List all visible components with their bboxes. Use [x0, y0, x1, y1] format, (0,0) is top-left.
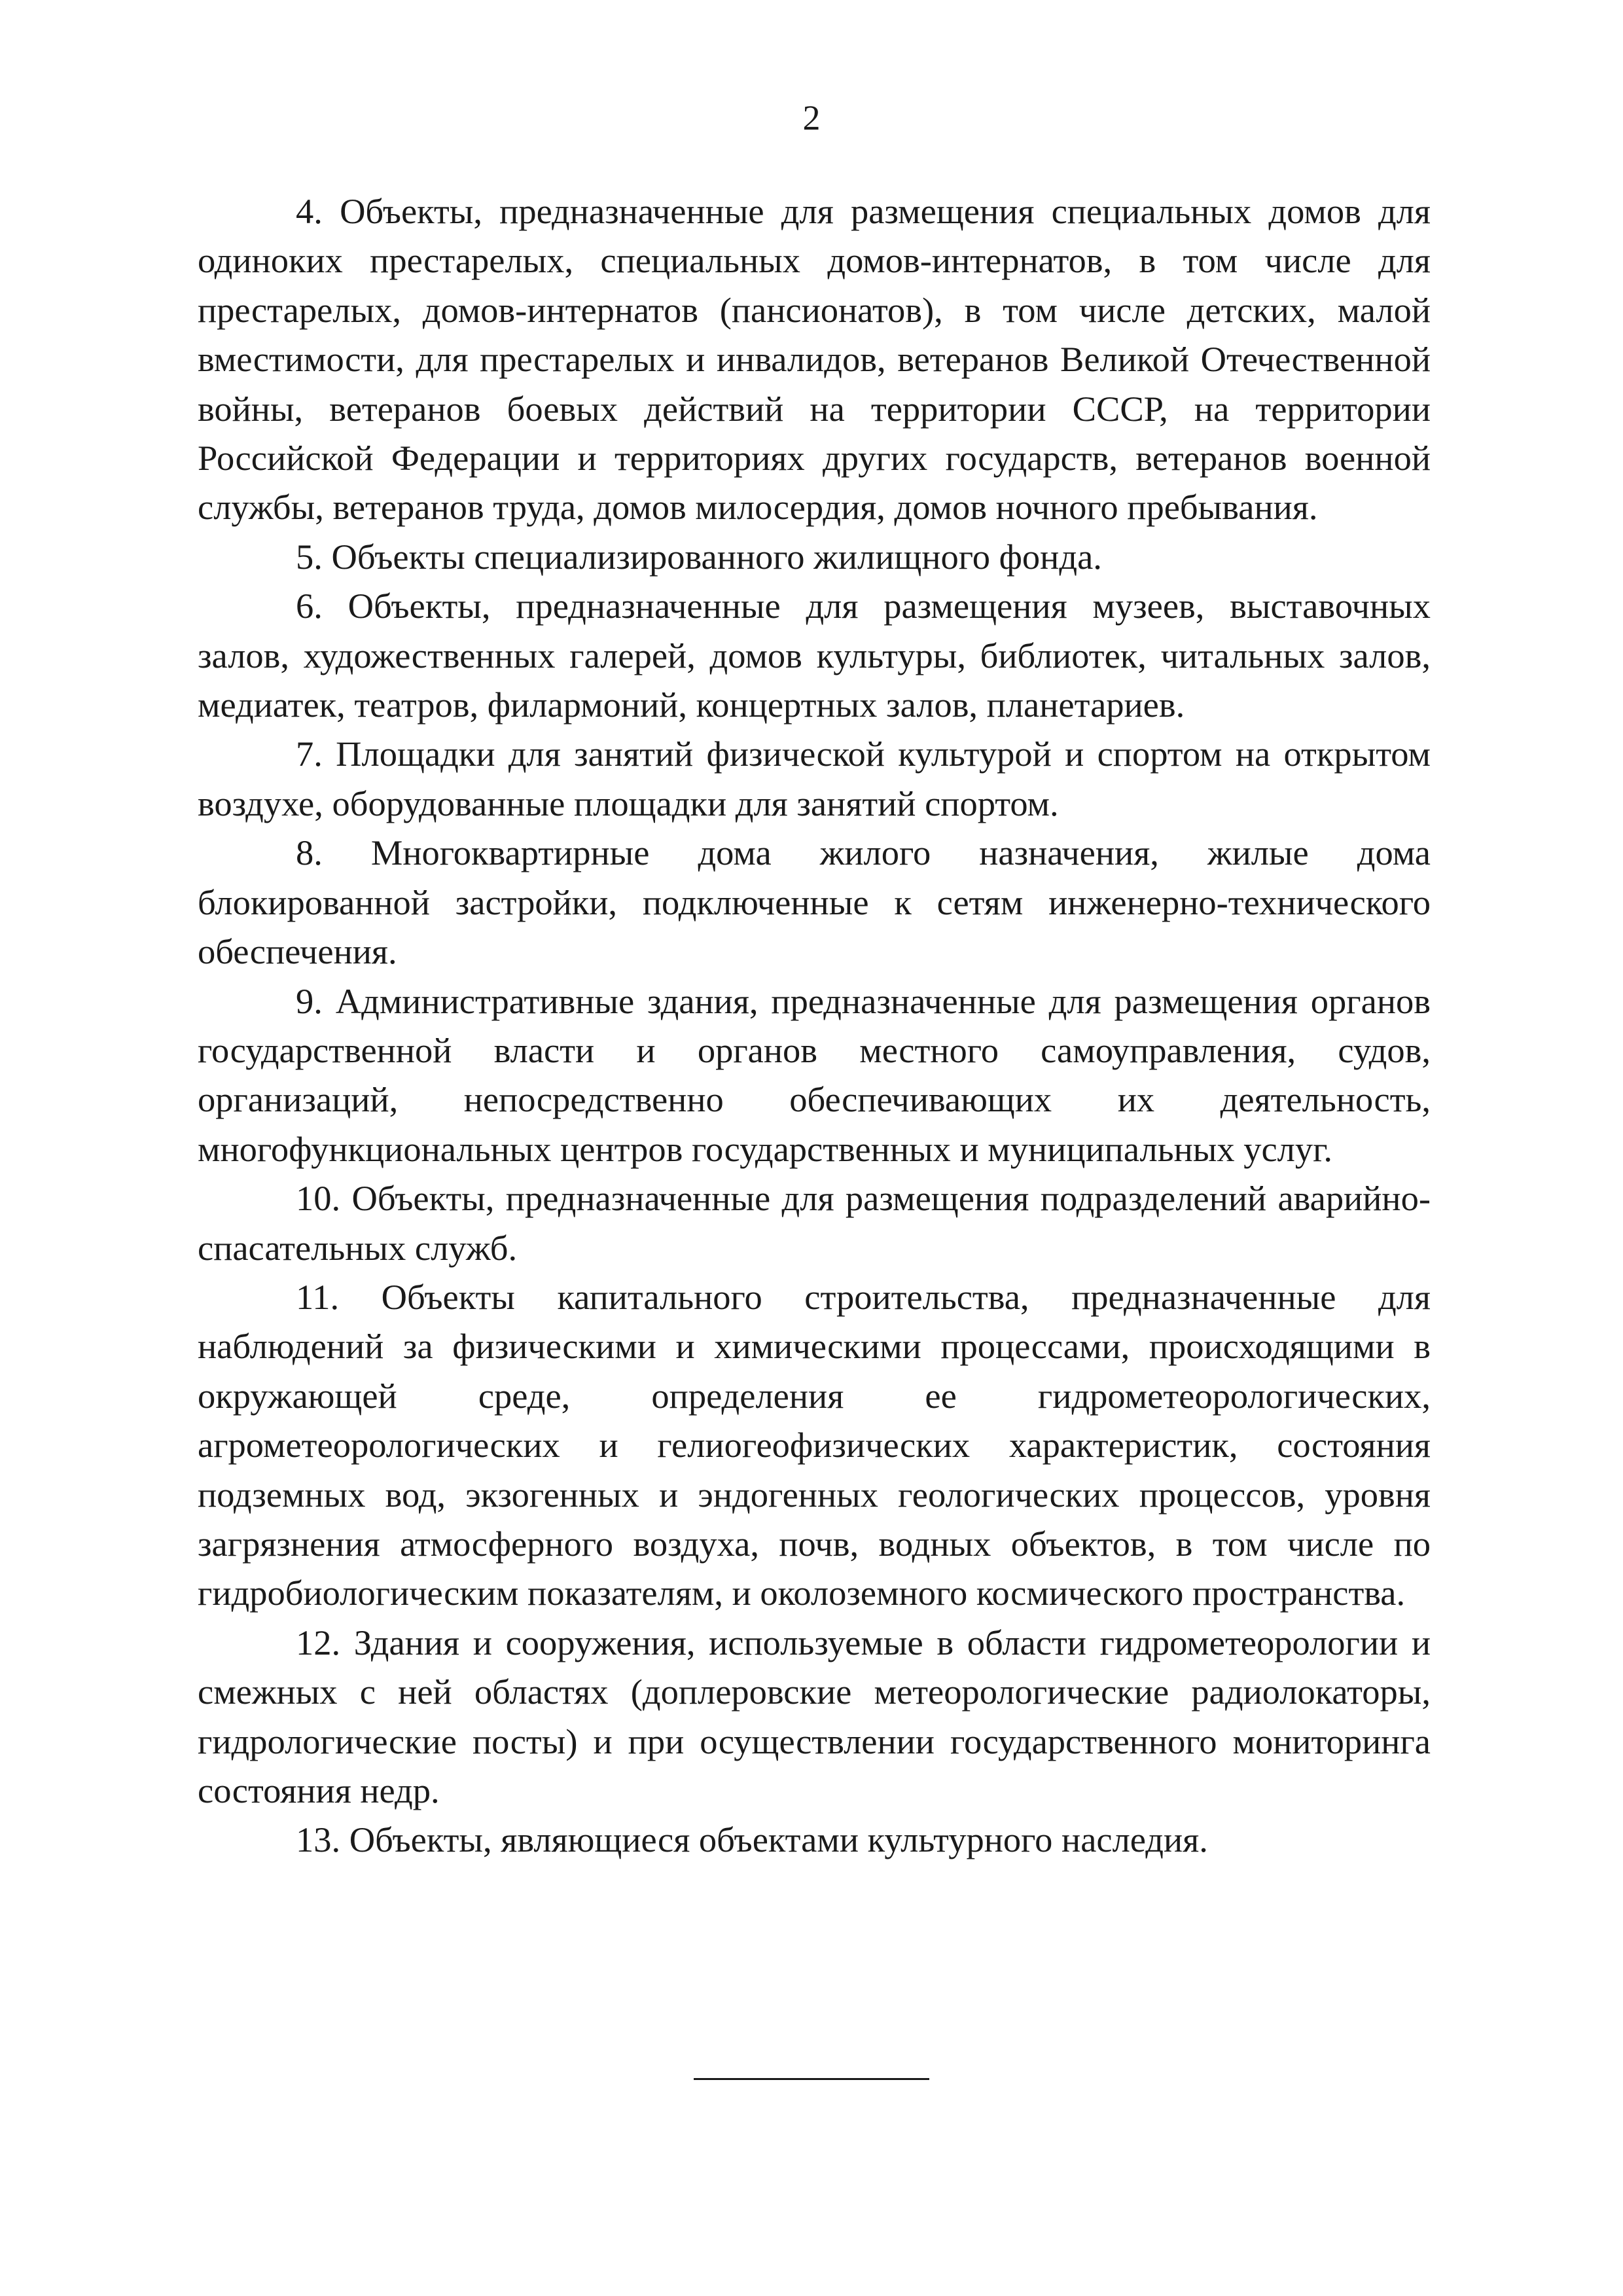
list-item-7: 7. Площадки для занятий физической культурой и спортом на открытом воздухе, оборудованные площадки для занятий спортом.: [198, 734, 1431, 823]
list-item-11: 11. Объекты капитального строительства, предназначенные для наблюдений за физическими и химическими процессами, происходящими в окружающей среде, определения ее гидрометеорологических, агрометеорологических и гелиогеофизических характеристик, состояния подземных вод, экзогенных и эндогенных геологических процессов, уровня загрязнения атмосферного воздуха, почв, водных объектов, в том числе по гидробиологическим показателям, и околоземного космического пространства.: [198, 1276, 1431, 1613]
list-item-5: 5. Объекты специализированного жилищного фонда.: [296, 536, 1102, 577]
list-item-13: 13. Объекты, являющиеся объектами культурного наследия.: [296, 1820, 1208, 1860]
list-item-4: 4. Объекты, предназначенные для размещения специальных домов для одиноких престарелых, специальных домов-интернатов, в том числе для престарелых, домов-интернатов (пансионатов), в том числе детских, малой вместимости, для престарелых и инвалидов, ветеранов Великой Отечественной войны, ветеранов боевых действий на территории СССР, на территории Российской Федерации и территориях других государств, ветеранов военной службы, ветеранов труда, домов милосердия, домов ночного пребывания.: [198, 191, 1431, 528]
end-divider: [694, 2078, 929, 2080]
document-body: [198, 187, 1431, 1865]
list-item-6: 6. Объекты, предназначенные для размещения музеев, выставочных залов, художественных галерей, домов культуры, библиотек, читальных залов, медиатек, театров, филармоний, концертных залов, планетариев.: [198, 586, 1431, 725]
list-item-12: 12. Здания и сооружения, используемые в области гидрометеорологии и смежных с ней областях (доплеровские метеорологические радиолокаторы, гидрологические посты) и при осуществлении государственного мониторинга состояния недр.: [198, 1622, 1431, 1810]
list-item-8: 8. Многоквартирные дома жилого назначения, жилые дома блокированной застройки, подключенные к сетям инженерно-технического обеспечения.: [198, 833, 1431, 972]
page-number: 2: [802, 98, 821, 137]
list-item-10: 10. Объекты, предназначенные для размещения подразделений аварийно-спасательных служб.: [198, 1178, 1431, 1268]
list-item-9: 9. Административные здания, предназначенные для размещения органов государственной власти и органов местного самоуправления, судов, организаций, непосредственно обеспечивающих их деятельность, многофункциональных центров государственных и муниципальных услуг.: [198, 980, 1431, 1169]
